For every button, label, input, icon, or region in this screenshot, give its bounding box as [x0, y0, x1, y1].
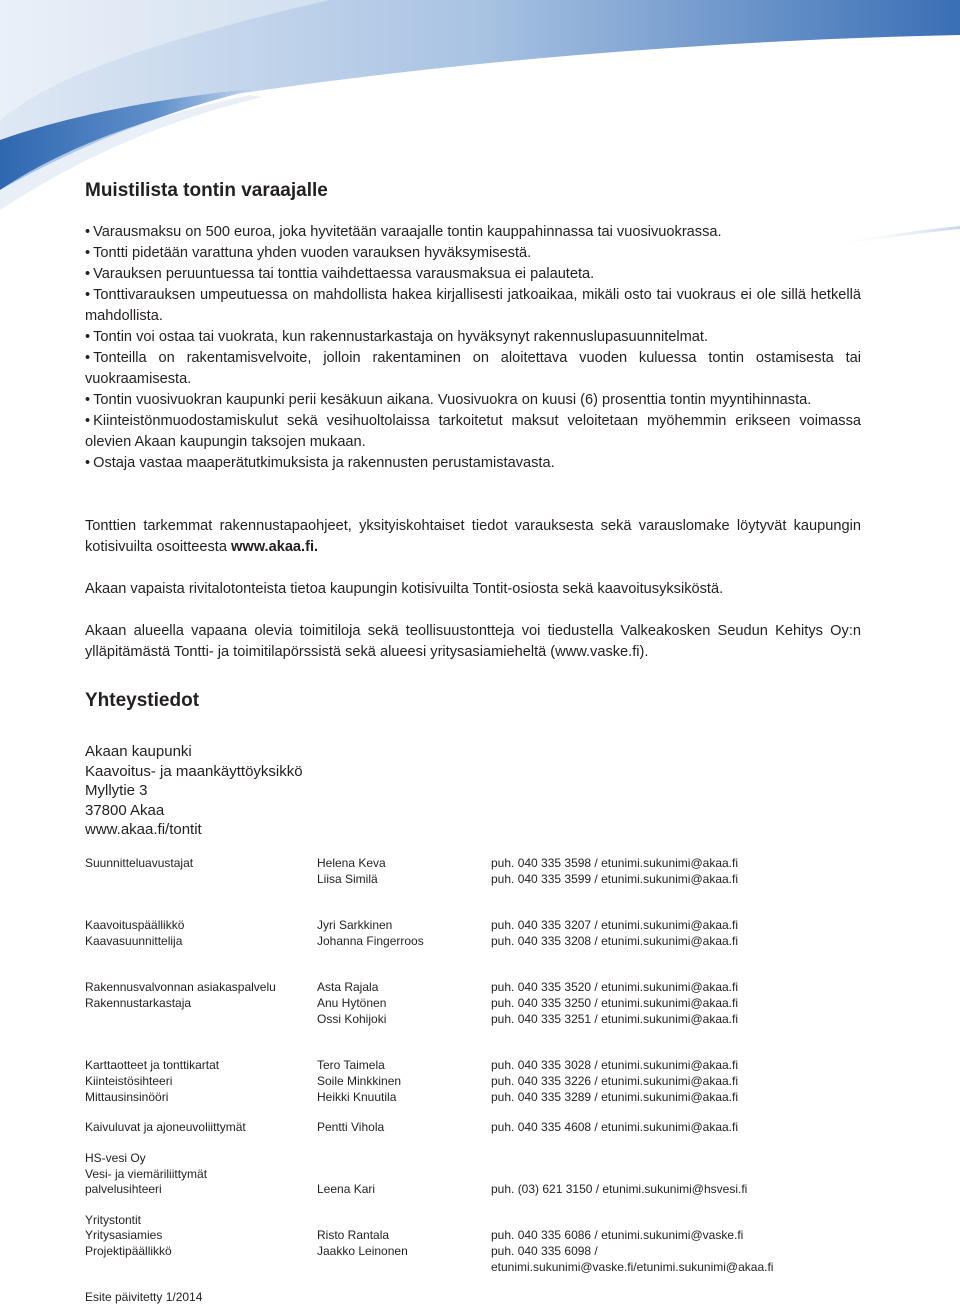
bullet-icon: • [85, 245, 91, 261]
list-item: • Tontin voi ostaa tai vuokrata, kun rakennustarkastaja on hyväksynyt rakennuslupasuunnitelmat. [85, 329, 709, 345]
list-item: • Tontti pidetään varattuna yhden vuoden varauksen hyväksymisestä. [85, 245, 532, 261]
address-line: Kaavoitus- ja maankäyttöyksikkö [85, 762, 303, 780]
bullet-icon: • [85, 413, 91, 429]
instructions-paragraph: Tonttien tarkemmat rakennustapaohjeet, yksityiskohtaiset tiedot varauksesta sekä varauslomake löytyvät kaupungin kotisivuilta osoitteesta www.akaa.fi. [85, 518, 861, 555]
memo-bullet-list [85, 222, 861, 474]
akaa-website-link[interactable]: www.akaa.fi. [231, 539, 319, 555]
bullet-icon: • [85, 224, 91, 240]
address-line: Akaan kaupunki [85, 743, 192, 760]
list-item: • Varausmaksu on 500 euroa, joka hyvitetään varaajalle tontin kauppahinnassa tai vuosivuokrassa. [85, 224, 722, 240]
footer-updated-date: Esite päivitetty 1/2014 [85, 1290, 203, 1304]
header-banner-graphic [0, 0, 960, 250]
list-item: • Tonteilla on rakentamisvelvoite, jolloin rakentaminen on aloitettava vuoden kuluessa tontin ostamisesta tai vuokraamisesta. [85, 350, 861, 387]
bullet-icon: • [85, 329, 91, 345]
list-item: • Tonttivarauksen umpeutuessa on mahdollista hakea kirjallisesti jatkoaikaa, mikäli osto tai vuokraus ei ole sillä hetkellä mahdollista. [85, 287, 861, 324]
bullet-icon: • [85, 350, 91, 366]
contact-address [85, 742, 303, 840]
list-item: • Kiinteistönmuodostamiskulut sekä vesihuoltolaissa tarkoitetut maksut veloitetaan myöhemmin erikseen voimassa olevien Akaan kaupungin taksojen mukaan. [85, 413, 861, 450]
list-item: • Ostaja vastaa maaperätutkimuksista ja rakennusten perustamistavasta. [85, 455, 555, 471]
rowhouse-plots-paragraph: Akaan vapaista rivitalotonteista tietoa kaupungin kotisivuilta Tontit-osiosta sekä kaavoitusyksiköstä. [85, 581, 724, 597]
address-line: Myllytie 3 [85, 782, 148, 799]
address-website-link[interactable]: www.akaa.fi/tontit [85, 821, 202, 838]
address-line: 37800 Akaa [85, 801, 165, 819]
bullet-icon: • [85, 455, 91, 471]
memo-title: Muistilista tontin varaajalle [85, 180, 328, 201]
bullet-icon: • [85, 287, 91, 303]
list-item: • Tontin vuosivuokran kaupunki perii kesäkuun aikana. Vuosivuokra on kuusi (6) prosenttia tontin myyntihinnasta. [85, 392, 812, 408]
bullet-icon: • [85, 392, 91, 408]
list-item: • Varauksen peruuntuessa tai tonttia vaihdettaessa varausmaksua ei palauteta. [85, 266, 595, 282]
contact-title: Yhteystiedot [85, 690, 200, 711]
bullet-icon: • [85, 266, 91, 282]
business-premises-paragraph: Akaan alueella vapaana olevia toimitiloja sekä teollisuustontteja voi tiedustella Valkeakosken Seudun Kehitys Oy:n ylläpitämästä Tontti- ja toimitilapörssistä sekä alueesi yritysasiamieheltä (www.vaske.fi). [85, 623, 861, 660]
